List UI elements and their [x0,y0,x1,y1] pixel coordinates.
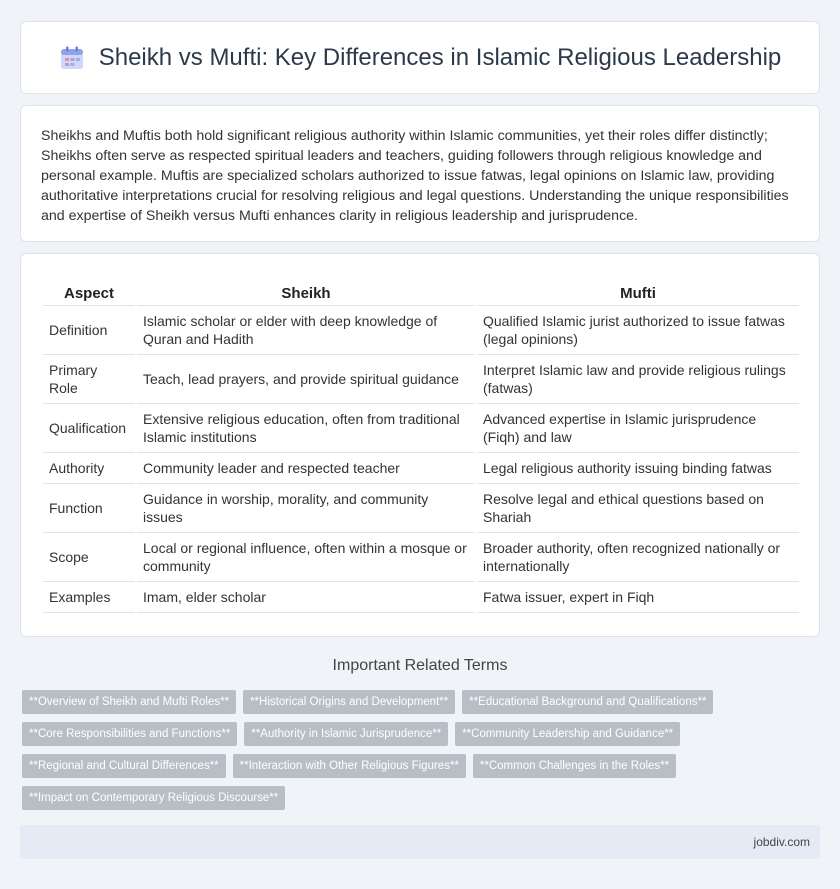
table-row [43,306,799,355]
aspect-cell: Definition [43,306,135,355]
table-header-row [43,278,799,306]
calendar-icon [59,45,85,71]
table-row [43,533,799,582]
related-term-tag[interactable]: **Overview of Sheikh and Mufti Roles** [22,690,236,714]
footer [20,825,820,859]
table-row [43,582,799,613]
aspect-cell: Qualification [43,404,135,453]
mufti-cell: Advanced expertise in Islamic jurisprudence (Fiqh) and law [477,404,799,453]
page-title: Sheikh vs Mufti: Key Differences in Islamic Religious Leadership [98,43,782,71]
aspect-cell: Examples [43,582,135,613]
intro-card [20,105,820,242]
aspect-cell: Authority [43,453,135,484]
related-term-tag[interactable]: **Authority in Islamic Jurisprudence** [244,722,448,746]
sheikh-cell: Imam, elder scholar [137,582,475,613]
sheikh-cell: Guidance in worship, morality, and community issues [137,484,475,533]
related-term-tag[interactable]: **Regional and Cultural Differences** [22,754,226,778]
related-terms-title: Important Related Terms [332,657,508,674]
footer-site-link[interactable]: jobdiv.com [753,835,810,849]
related-term-tag[interactable]: **Impact on Contemporary Religious Discourse** [22,786,285,810]
table-row [43,355,799,404]
table-row [43,484,799,533]
intro-paragraph: Sheikhs and Muftis both hold significant religious authority within Islamic communities, yet their roles differ distinctly; Sheikhs often serve as respected spiritual leaders and teachers, guiding followers through religious knowledge and personal example. Muftis are specialized scholars authorized to issue fatwas, legal opinions on Islamic law, providing authoritative interpretations crucial for resolving religious and legal questions. Understanding the unique responsibilities and expertise of Sheikh versus Mufti enhances clarity in religious leadership and jurisprudence. [41,128,789,224]
related-term-tag[interactable]: **Educational Background and Qualifications** [462,690,713,714]
related-terms-list [22,690,822,810]
header-mufti: Mufti [477,278,799,306]
related-term-tag[interactable]: **Core Responsibilities and Functions** [22,722,237,746]
related-term-tag[interactable]: **Community Leadership and Guidance** [455,722,680,746]
aspect-cell: Function [43,484,135,533]
mufti-cell: Fatwa issuer, expert in Fiqh [477,582,799,613]
header-aspect: Aspect [43,278,135,306]
related-term-tag[interactable]: **Common Challenges in the Roles** [473,754,676,778]
table-row [43,453,799,484]
mufti-cell: Broader authority, often recognized nationally or internationally [477,533,799,582]
sheikh-cell: Islamic scholar or elder with deep knowledge of Quran and Hadith [137,306,475,355]
sheikh-cell: Extensive religious education, often from traditional Islamic institutions [137,404,475,453]
mufti-cell: Interpret Islamic law and provide religious rulings (fatwas) [477,355,799,404]
related-term-tag[interactable]: **Historical Origins and Development** [243,690,455,714]
table-row [43,404,799,453]
mufti-cell: Resolve legal and ethical questions based on Shariah [477,484,799,533]
header-sheikh: Sheikh [137,278,475,306]
sheikh-cell: Local or regional influence, often within a mosque or community [137,533,475,582]
sheikh-cell: Community leader and respected teacher [137,453,475,484]
related-term-tag[interactable]: **Interaction with Other Religious Figures** [233,754,466,778]
mufti-cell: Legal religious authority issuing binding fatwas [477,453,799,484]
aspect-cell: Scope [43,533,135,582]
mufti-cell: Qualified Islamic jurist authorized to issue fatwas (legal opinions) [477,306,799,355]
aspect-cell: Primary Role [43,355,135,404]
header-card [20,21,820,94]
sheikh-cell: Teach, lead prayers, and provide spiritual guidance [137,355,475,404]
title-wrap [59,44,782,72]
comparison-card [20,253,820,637]
comparison-table [41,278,801,613]
